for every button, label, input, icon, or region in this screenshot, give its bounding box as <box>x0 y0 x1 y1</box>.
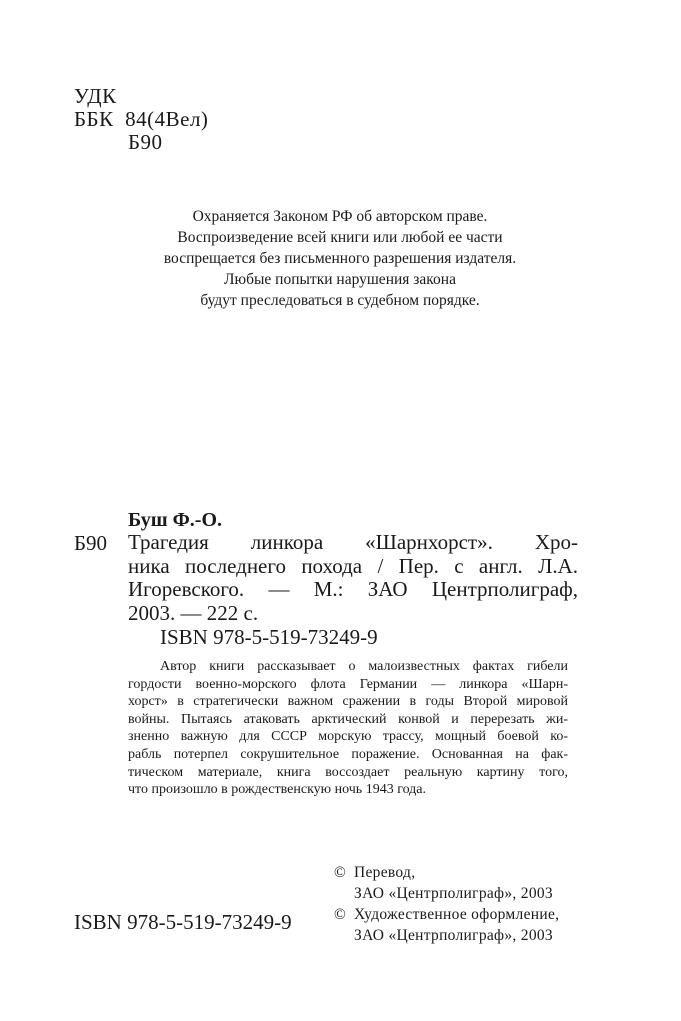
copyright-symbol: © <box>334 864 347 881</box>
annotation-line: Автор книги рассказывает о малоизвестных фактах гибели <box>160 659 568 674</box>
annotation-line: тическом материале, книга воссоздает реальную картину того, <box>128 764 568 780</box>
rights-publisher: ЗАО «Центрполиграф», 2003 <box>354 885 553 902</box>
bibliographic-line: Игоревского. — М.: ЗАО Центрполиграф, <box>128 577 578 601</box>
isbn-footer: ISBN 978-5-519-73249-9 <box>74 910 292 934</box>
copyright-line: Охраняется Законом РФ об авторском праве. <box>192 208 488 225</box>
rights-block <box>334 862 559 946</box>
author-name: Буш Ф.-О. <box>128 509 223 531</box>
annotation-line: рабль потерпел сокрушительное поражение. Основанная на фак- <box>128 746 568 762</box>
udk-label: УДК <box>74 84 117 108</box>
isbn-record: ISBN 978-5-519-73249-9 <box>160 625 378 649</box>
annotation-line: хорст» в стратегически важном сражении в годы Второй мировой <box>128 694 568 710</box>
bibliographic-code: Б90 <box>74 531 108 555</box>
copyright-line: Воспроизведение всей книги или любой ее части <box>177 229 503 246</box>
rights-translation: Перевод, <box>354 864 416 881</box>
annotation-line: гордости военно-морского флота Германии — линкора «Шарн- <box>128 676 568 692</box>
bibliographic-line: ника последнего похода / Пер. с англ. Л.А. <box>128 553 578 578</box>
copyright-line: будут преследоваться в судебном порядке. <box>200 292 480 309</box>
annotation <box>128 658 568 799</box>
copyright-line: Любые попытки нарушения закона <box>224 271 456 288</box>
rights-line <box>334 925 559 946</box>
annotation-line: войны. Пытаясь атаковать арктический конвой и перерезать жи- <box>128 711 568 727</box>
annotation-line: зненно важную для СССР морскую трассу, мощный боевой ко- <box>128 729 568 745</box>
annotation-line: что произошло в рождественскую ночь 1943 года. <box>128 782 427 798</box>
bibliographic-line: Трагедия линкора «Шарнхорст». Хро- <box>128 530 578 554</box>
bbk-label: ББК 84(4Вел) <box>74 107 209 131</box>
rights-line <box>334 883 559 904</box>
copyright-symbol: © <box>334 906 347 923</box>
bibliographic-description <box>128 531 578 625</box>
rights-line <box>334 862 559 883</box>
rights-design: Художественное оформление, <box>354 906 560 923</box>
bibliographic-line: 2003. — 222 с. <box>128 600 259 625</box>
rights-line <box>334 904 559 925</box>
rights-publisher: ЗАО «Центрполиграф», 2003 <box>354 927 553 944</box>
copyright-notice <box>60 206 620 311</box>
author-code: Б90 <box>128 130 163 154</box>
copyright-line: воспрещается без письменного разрешения издателя. <box>163 250 517 267</box>
